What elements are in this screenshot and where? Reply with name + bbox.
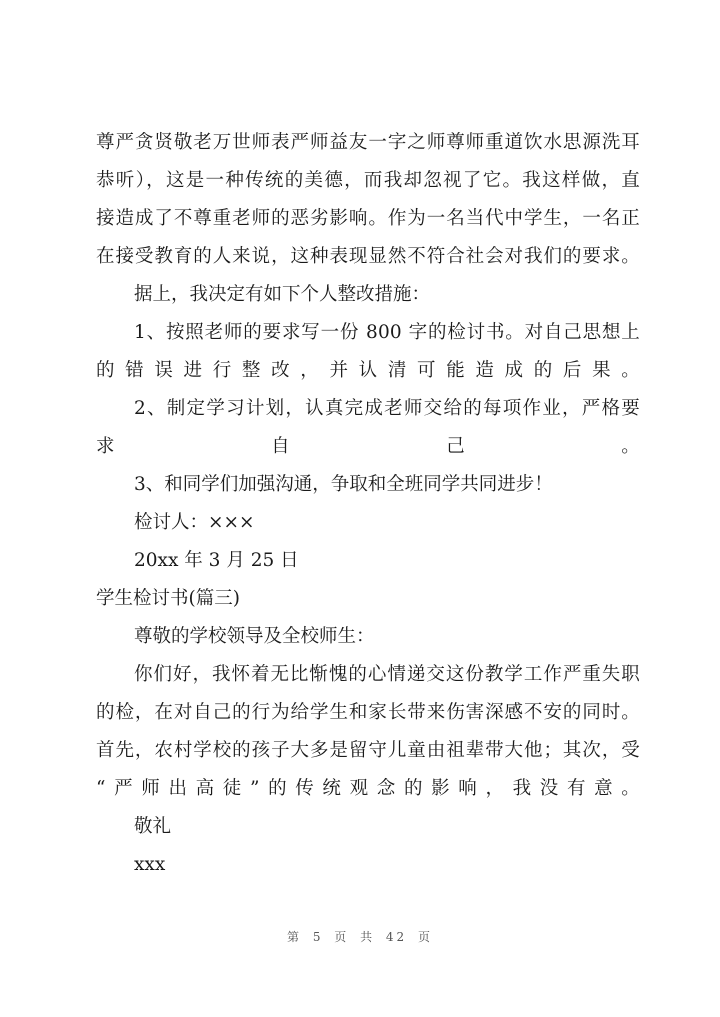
measure-1-line-1: 1、按照老师的要求写一份 800 字的检讨书。对自己思想上	[134, 322, 640, 343]
paragraph-1-line-2: 恭听），这是一种传统的美德，而我却忽视了它。我这样做，直	[96, 170, 640, 191]
body-2-line-3: 首先，农村学校的孩子大多是留守儿童由祖辈带大他；其次，受	[96, 740, 640, 761]
measure-1	[96, 314, 640, 390]
body-2-line-2: 的检，在对自己的行为给学生和家长带来伤害深感不安的同时。	[96, 702, 640, 723]
paragraph-1-line-3: 接造成了不尊重老师的恶劣影响。作为一名当代中学生，一名正	[96, 208, 640, 229]
measures-intro: 据上，我决定有如下个人整改措施：	[134, 284, 431, 305]
measure-2-line-1: 2、制定学习计划，认真完成老师交给的每项作业，严格要	[134, 398, 640, 419]
measure-2	[96, 390, 640, 466]
date: 20xx 年 3 月 25 日	[134, 550, 299, 571]
salutation: 尊敬的学校领导及全校师生：	[134, 626, 375, 647]
page-footer: 第 5 页 共 42 页	[287, 930, 433, 944]
closing: 敬礼	[134, 816, 172, 837]
section-title: 学生检讨书(篇三)	[96, 588, 240, 609]
paragraph-1-line-1: 尊严贪贤敬老万世师表严师益友一字之师尊师重道饮水思源洗耳	[96, 132, 640, 153]
signer: 检讨人：×××	[134, 512, 255, 533]
body-2-line-1: 你们好，我怀着无比惭愧的心情递交这份教学工作严重失职	[134, 664, 640, 685]
measure-1-line-2: 的错误进行整改，并认清可能造成的后果。	[96, 360, 640, 381]
paragraph-1	[96, 124, 640, 276]
measure-3: 3、和同学们加强沟通，争取和全班同学共同进步！	[134, 474, 553, 495]
body-2-line-4: “严师出高徒”的传统观念的影响，我没有意。	[96, 778, 640, 799]
closing-name: xxx	[134, 854, 166, 875]
body-paragraph-2	[96, 656, 640, 808]
measure-2-line-2: 求自己。	[96, 436, 640, 457]
paragraph-1-line-4: 在接受教育的人来说，这种表现显然不符合社会对我们的要求。	[96, 246, 640, 267]
